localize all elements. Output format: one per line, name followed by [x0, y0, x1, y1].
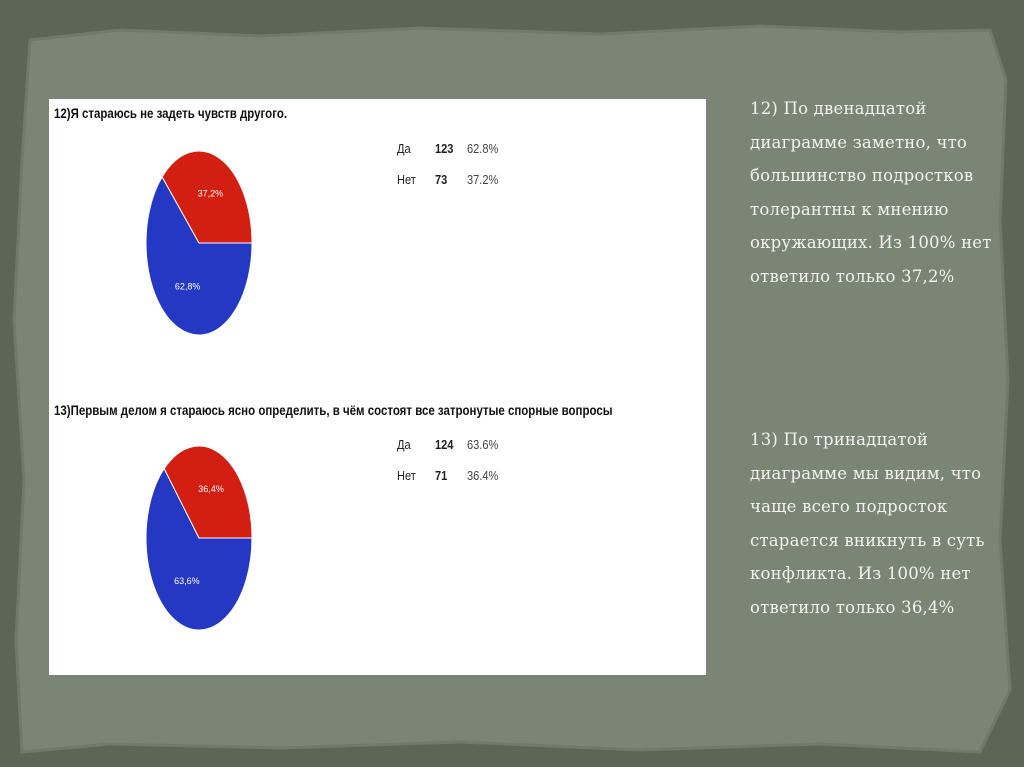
legend-count: 123	[435, 141, 454, 156]
charts-figure	[49, 99, 706, 675]
pie-chart-13	[139, 444, 259, 644]
legend-count: 124	[435, 437, 454, 452]
pie-label-no-12: 37,2%	[197, 188, 224, 199]
chart-title-13: 13)Первым делом я стараюсь ясно определить, в чём состоят все затронутые спорные вопросы	[54, 402, 613, 418]
legend-label: Нет	[397, 172, 416, 187]
legend-label: Нет	[397, 468, 416, 483]
legend-percent: 36.4%	[467, 468, 499, 483]
legend-percent: 63.6%	[467, 437, 499, 452]
legend-label: Да	[397, 141, 411, 156]
pie-chart-12	[139, 149, 259, 349]
legend-percent: 37.2%	[467, 172, 499, 187]
paragraph-12: 12) По двенадцатой диаграмме заметно, что большинство подростков толерантны к мнению окружающих. Из 100% нет ответило только 37,2%	[750, 99, 992, 286]
legend-label: Да	[397, 437, 411, 452]
pie-label-no-13: 36,4%	[198, 483, 224, 494]
legend-count: 73	[435, 172, 448, 187]
legend-percent: 62.8%	[467, 141, 499, 156]
legend-count: 71	[435, 468, 448, 483]
pie-label-yes-13: 63,6%	[174, 576, 200, 587]
pie-label-yes-12: 62,8%	[174, 281, 201, 292]
chart-title-12: 12)Я стараюсь не задеть чувств другого.	[54, 105, 288, 121]
paragraph-13: 13) По тринадцатой диаграмме мы видим, что чаще всего подросток старается вникнуть в суть конфликта. Из 100% нет ответило только 36,4%	[750, 430, 985, 617]
